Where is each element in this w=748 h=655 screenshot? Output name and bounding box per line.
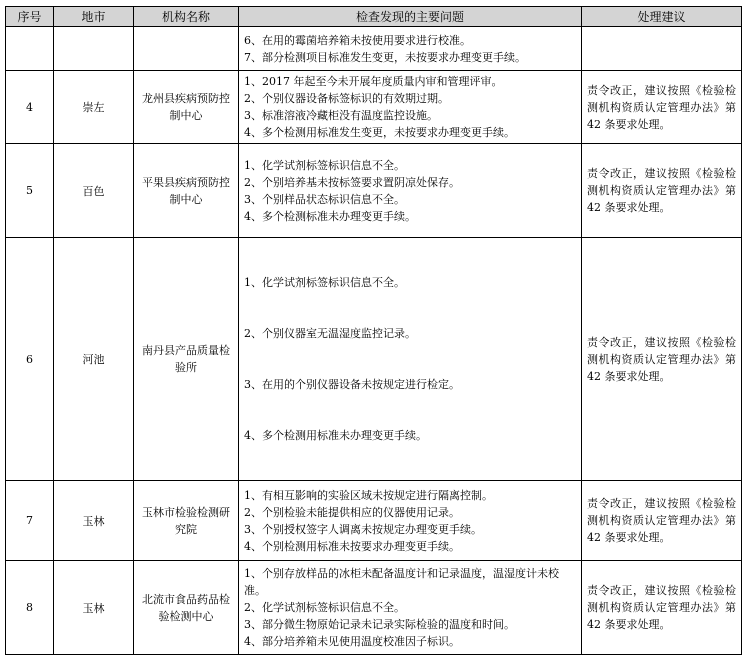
seq-cell: 7 (6, 481, 54, 561)
issue-item: 1、化学试剂标签标识信息不全。 (244, 276, 405, 289)
inspection-issues-table (5, 6, 742, 655)
institution-cell (134, 27, 239, 71)
issue-item: 3、部分微生物原始记录未记录实际检验的温度和时间。 (244, 618, 515, 631)
institution-cell: 玉林市检验检测研究院 (134, 481, 239, 561)
seq-cell (6, 27, 54, 71)
table-row (6, 561, 742, 655)
suggestion-cell: 责令改正，建议按照《检验检测机构资质认定管理办法》第 42 条要求处理。 (582, 481, 742, 561)
city-cell: 玉林 (54, 481, 134, 561)
table-row (6, 71, 742, 144)
seq-cell: 4 (6, 71, 54, 144)
header-seq: 序号 (6, 7, 54, 27)
suggestion-cell (582, 27, 742, 71)
city-cell (54, 27, 134, 71)
header-suggestion: 处理建议 (582, 7, 742, 27)
city-cell: 百色 (54, 144, 134, 238)
issue-item: 1、有相互影响的实验区域未按规定进行隔离控制。 (244, 488, 493, 502)
issues-cell (239, 561, 582, 655)
issue-item: 3、个别样品状态标识信息不全。 (244, 192, 405, 206)
institution-cell: 平果县疾病预防控制中心 (134, 144, 239, 238)
suggestion-cell: 责令改正，建议按照《检验检测机构资质认定管理办法》第 42 条要求处理。 (582, 238, 742, 481)
seq-cell: 8 (6, 561, 54, 655)
seq-cell: 5 (6, 144, 54, 238)
city-cell: 河池 (54, 238, 134, 481)
table-row (6, 144, 742, 238)
table-row (6, 481, 742, 561)
issue-item: 4、个别检测用标准未按要求办理变更手续。 (244, 539, 460, 553)
issue-item: 1、化学试剂标签标识信息不全。 (244, 158, 405, 172)
issue-item: 1、2017 年起至今未开展年度质量内审和管理评审。 (244, 75, 503, 88)
issue-item: 3、个别授权签字人调离未按规定办理变更手续。 (244, 522, 482, 536)
header-institution: 机构名称 (134, 7, 239, 27)
issue-item: 4、多个检测标准未办理变更手续。 (244, 209, 416, 223)
issue-item: 4、多个检测用标准未办理变更手续。 (244, 429, 427, 442)
city-cell: 崇左 (54, 71, 134, 144)
issues-cell (239, 144, 582, 238)
issues-cell (239, 71, 582, 144)
issue-item: 4、多个检测用标准发生变更，未按要求办理变更手续。 (244, 126, 515, 139)
issues-cell (239, 238, 582, 481)
suggestion-cell: 责令改正，建议按照《检验检测机构资质认定管理办法》第 42 条要求处理。 (582, 561, 742, 655)
issue-item: 7、部分检测项目标准发生变更，未按要求办理变更手续。 (244, 50, 526, 64)
issue-item: 6、在用的霉菌培养箱未按使用要求进行校准。 (244, 33, 471, 47)
institution-cell: 南丹县产品质量检验所 (134, 238, 239, 481)
suggestion-cell: 责令改正，建议按照《检验检测机构资质认定管理办法》第 42 条要求处理。 (582, 71, 742, 144)
issue-item: 2、个别培养基未按标签要求置阴凉处保存。 (244, 175, 460, 189)
issue-item: 2、个别仪器室无温湿度监控记录。 (244, 327, 416, 340)
table-row-continued (6, 27, 742, 71)
table-header-row (6, 7, 742, 27)
issues-cell (239, 27, 582, 71)
issues-cell (239, 481, 582, 561)
suggestion-cell: 责令改正，建议按照《检验检测机构资质认定管理办法》第 42 条要求处理。 (582, 144, 742, 238)
institution-cell: 龙州县疾病预防控制中心 (134, 71, 239, 144)
table-row (6, 238, 742, 481)
issue-item: 2、化学试剂标签标识信息不全。 (244, 601, 405, 614)
header-issues: 检查发现的主要问题 (239, 7, 582, 27)
issue-item: 2、个别检验未能提供相应的仪器使用记录。 (244, 505, 460, 519)
issue-item: 3、在用的个别仪器设备未按规定进行检定。 (244, 378, 460, 391)
issue-item: 3、标准溶液冷藏柜没有温度监控设施。 (244, 109, 438, 122)
issue-item: 4、部分培养箱未见使用温度校准因子标识。 (244, 635, 460, 648)
header-city: 地市 (54, 7, 134, 27)
seq-cell: 6 (6, 238, 54, 481)
issue-item: 2、个别仪器设备标签标识的有效期过期。 (244, 92, 449, 105)
city-cell: 玉林 (54, 561, 134, 655)
institution-cell: 北流市食品药品检验检测中心 (134, 561, 239, 655)
issue-item: 1、个别存放样品的冰柜未配备温度计和记录温度，温湿度计未校准。 (244, 567, 559, 597)
